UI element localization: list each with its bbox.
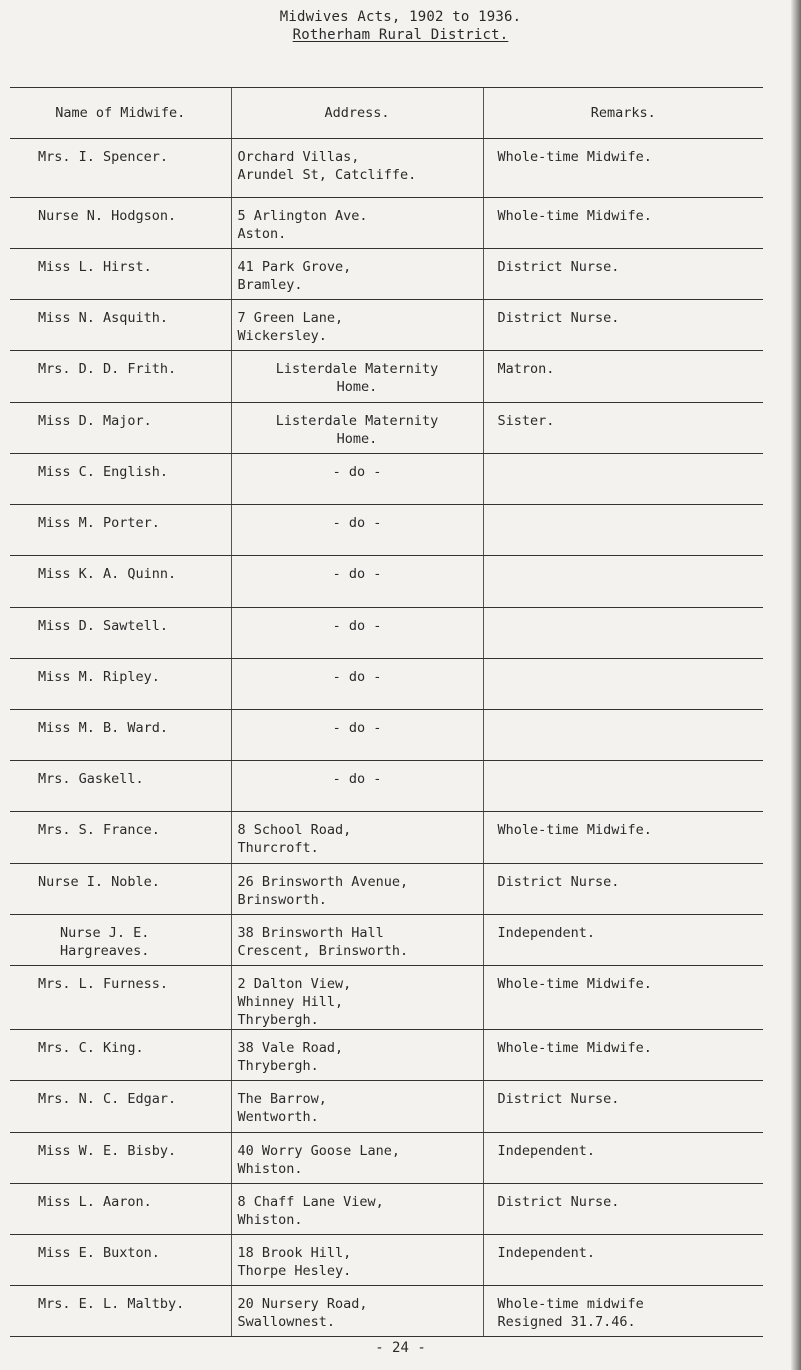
address-line: - do - xyxy=(332,566,382,582)
midwife-name: Mrs. E. L. Maltby. xyxy=(10,1286,231,1337)
midwife-remarks xyxy=(483,249,763,300)
remarks-line: Independent. xyxy=(497,1245,596,1261)
table-row xyxy=(10,403,763,454)
table-row xyxy=(10,556,763,608)
midwives-table xyxy=(10,87,763,1337)
address-line: Thurcroft. xyxy=(237,840,319,856)
table-row xyxy=(10,1081,763,1133)
address-line: - do - xyxy=(332,515,382,531)
midwife-name: Miss W. E. Bisby. xyxy=(10,1133,231,1184)
midwife-remarks xyxy=(483,1286,763,1337)
midwife-name: Mrs. I. Spencer. xyxy=(10,139,231,198)
midwife-address xyxy=(231,351,483,403)
remarks-line: Whole-time Midwife. xyxy=(497,822,652,838)
remarks-line: District Nurse. xyxy=(497,874,620,890)
address-line: Brinsworth. xyxy=(237,892,327,908)
midwife-name: Miss D. Sawtell. xyxy=(10,608,231,659)
address-line: Home. xyxy=(336,379,378,395)
address-line: Wentworth. xyxy=(237,1109,319,1125)
table-row xyxy=(10,351,763,403)
midwife-address xyxy=(231,966,483,1030)
midwife-address xyxy=(231,1286,483,1337)
column-header-remarks: Remarks. xyxy=(483,88,763,139)
page-number: - 24 - xyxy=(375,1340,426,1356)
midwife-remarks xyxy=(483,1133,763,1184)
address-line: Orchard Villas, xyxy=(237,149,360,165)
midwife-address xyxy=(231,608,483,659)
midwife-name: Mrs. D. D. Frith. xyxy=(10,351,231,403)
midwife-address xyxy=(231,454,483,505)
remarks-line: Matron. xyxy=(497,361,555,377)
document-title: Midwives Acts, 1902 to 1936. xyxy=(279,9,522,25)
table-row xyxy=(10,505,763,556)
midwife-name: Miss L. Aaron. xyxy=(10,1184,231,1235)
address-line: Listerdale Maternity xyxy=(275,361,439,377)
remarks-line: District Nurse. xyxy=(497,310,620,326)
remarks-line: District Nurse. xyxy=(497,1091,620,1107)
midwife-name: Mrs. C. King. xyxy=(10,1030,231,1081)
midwife-address xyxy=(231,812,483,864)
address-line: Whiston. xyxy=(237,1212,303,1228)
midwife-address xyxy=(231,659,483,710)
midwife-name: Miss N. Asquith. xyxy=(10,300,231,351)
table-row xyxy=(10,761,763,812)
midwife-address xyxy=(231,139,483,198)
midwife-remarks xyxy=(483,300,763,351)
midwife-address xyxy=(231,915,483,966)
address-line: 26 Brinsworth Avenue, xyxy=(237,874,409,890)
address-line: Aston. xyxy=(237,226,287,242)
table-row xyxy=(10,1133,763,1184)
table-row xyxy=(10,966,763,1030)
table-row xyxy=(10,454,763,505)
midwife-address xyxy=(231,198,483,249)
address-line: 38 Brinsworth Hall xyxy=(237,925,384,941)
midwife-name: Miss L. Hirst. xyxy=(10,249,231,300)
address-line: Whiston. xyxy=(237,1161,303,1177)
midwife-remarks xyxy=(483,812,763,864)
midwife-remarks xyxy=(483,1184,763,1235)
midwife-remarks xyxy=(483,1081,763,1133)
midwife-name: Mrs. N. C. Edgar. xyxy=(10,1081,231,1133)
midwife-name: Miss M. Porter. xyxy=(10,505,231,556)
table-row xyxy=(10,915,763,966)
midwife-remarks xyxy=(483,351,763,403)
midwife-remarks xyxy=(483,966,763,1030)
midwife-remarks xyxy=(483,556,763,608)
table-row xyxy=(10,1286,763,1337)
table-row xyxy=(10,300,763,351)
address-line: Thrybergh. xyxy=(237,1012,319,1028)
table-row xyxy=(10,710,763,761)
remarks-line: Whole-time Midwife. xyxy=(497,976,652,992)
address-line: 8 Chaff Lane View, xyxy=(237,1194,384,1210)
midwife-name: Nurse J. E. Hargreaves. xyxy=(10,915,231,966)
address-line: Home. xyxy=(336,431,378,447)
midwife-name: Nurse I. Noble. xyxy=(10,864,231,915)
table-row xyxy=(10,249,763,300)
address-line: Bramley. xyxy=(237,277,303,293)
midwife-name: Miss D. Major. xyxy=(10,403,231,454)
remarks-line: Whole-time Midwife. xyxy=(497,1040,652,1056)
midwife-name: Miss E. Buxton. xyxy=(10,1235,231,1286)
midwife-remarks xyxy=(483,505,763,556)
midwife-name: Miss K. A. Quinn. xyxy=(10,556,231,608)
address-line: 41 Park Grove, xyxy=(237,259,352,275)
address-line: - do - xyxy=(332,669,382,685)
address-line: 8 School Road, xyxy=(237,822,352,838)
midwife-name: Miss M. Ripley. xyxy=(10,659,231,710)
midwife-name: Mrs. Gaskell. xyxy=(10,761,231,812)
address-line: Thorpe Hesley. xyxy=(237,1263,352,1279)
remarks-line: District Nurse. xyxy=(497,1194,620,1210)
midwife-remarks xyxy=(483,915,763,966)
table-row xyxy=(10,198,763,249)
midwife-remarks xyxy=(483,454,763,505)
midwife-address xyxy=(231,556,483,608)
midwife-name: Mrs. L. Furness. xyxy=(10,966,231,1030)
midwife-remarks xyxy=(483,1235,763,1286)
document-header xyxy=(0,8,801,44)
midwife-remarks xyxy=(483,403,763,454)
address-line: Arundel St, Catcliffe. xyxy=(237,167,417,183)
column-header-name: Name of Midwife. xyxy=(10,88,231,139)
address-line: 2 Dalton View, xyxy=(237,976,352,992)
remarks-line: Whole-time Midwife. xyxy=(497,208,652,224)
address-line: - do - xyxy=(332,618,382,634)
address-line: - do - xyxy=(332,464,382,480)
address-line: 5 Arlington Ave. xyxy=(237,208,368,224)
table-body xyxy=(10,139,763,1337)
table-row xyxy=(10,608,763,659)
midwife-name: Miss C. English. xyxy=(10,454,231,505)
remarks-line: District Nurse. xyxy=(497,259,620,275)
address-line: Crescent, Brinsworth. xyxy=(237,943,409,959)
remarks-line: Sister. xyxy=(497,413,555,429)
address-line: Listerdale Maternity xyxy=(275,413,439,429)
midwife-address xyxy=(231,1030,483,1081)
table-row xyxy=(10,812,763,864)
table-header-row xyxy=(10,88,763,139)
address-line: Wickersley. xyxy=(237,328,327,344)
midwife-address xyxy=(231,710,483,761)
midwife-address xyxy=(231,1235,483,1286)
table-row xyxy=(10,1184,763,1235)
address-line: 40 Worry Goose Lane, xyxy=(237,1143,401,1159)
midwife-address xyxy=(231,1081,483,1133)
midwife-name: Miss M. B. Ward. xyxy=(10,710,231,761)
midwife-remarks xyxy=(483,608,763,659)
midwife-address xyxy=(231,505,483,556)
address-line: - do - xyxy=(332,720,382,736)
midwife-name: Nurse N. Hodgson. xyxy=(10,198,231,249)
address-line: 7 Green Lane, xyxy=(237,310,344,326)
table-row xyxy=(10,1030,763,1081)
midwife-address xyxy=(231,761,483,812)
table-row xyxy=(10,139,763,198)
table-row xyxy=(10,864,763,915)
midwife-address xyxy=(231,300,483,351)
page-edge xyxy=(791,0,801,1370)
column-header-address: Address. xyxy=(231,88,483,139)
table-row xyxy=(10,659,763,710)
midwife-remarks xyxy=(483,659,763,710)
address-line: The Barrow, xyxy=(237,1091,327,1107)
remarks-line: Resigned 31.7.46. xyxy=(497,1314,636,1330)
address-line: Swallownest. xyxy=(237,1314,336,1330)
address-line: - do - xyxy=(332,771,382,787)
midwife-address xyxy=(231,403,483,454)
address-line: Whinney Hill, xyxy=(237,994,344,1010)
address-line: 20 Nursery Road, xyxy=(237,1296,368,1312)
remarks-line: Independent. xyxy=(497,1143,596,1159)
midwife-remarks xyxy=(483,139,763,198)
midwife-remarks xyxy=(483,761,763,812)
midwife-remarks xyxy=(483,198,763,249)
midwife-address xyxy=(231,1133,483,1184)
midwife-address xyxy=(231,864,483,915)
table-row xyxy=(10,1235,763,1286)
remarks-line: Independent. xyxy=(497,925,596,941)
midwife-remarks xyxy=(483,864,763,915)
midwife-remarks xyxy=(483,1030,763,1081)
midwife-remarks xyxy=(483,710,763,761)
address-line: 18 Brook Hill, xyxy=(237,1245,352,1261)
document-subtitle: Rotherham Rural District. xyxy=(292,27,509,43)
midwife-address xyxy=(231,1184,483,1235)
remarks-line: Whole-time Midwife. xyxy=(497,149,652,165)
midwife-address xyxy=(231,249,483,300)
address-line: Thrybergh. xyxy=(237,1058,319,1074)
midwife-name: Mrs. S. France. xyxy=(10,812,231,864)
address-line: 38 Vale Road, xyxy=(237,1040,344,1056)
remarks-line: Whole-time midwife xyxy=(497,1296,644,1312)
